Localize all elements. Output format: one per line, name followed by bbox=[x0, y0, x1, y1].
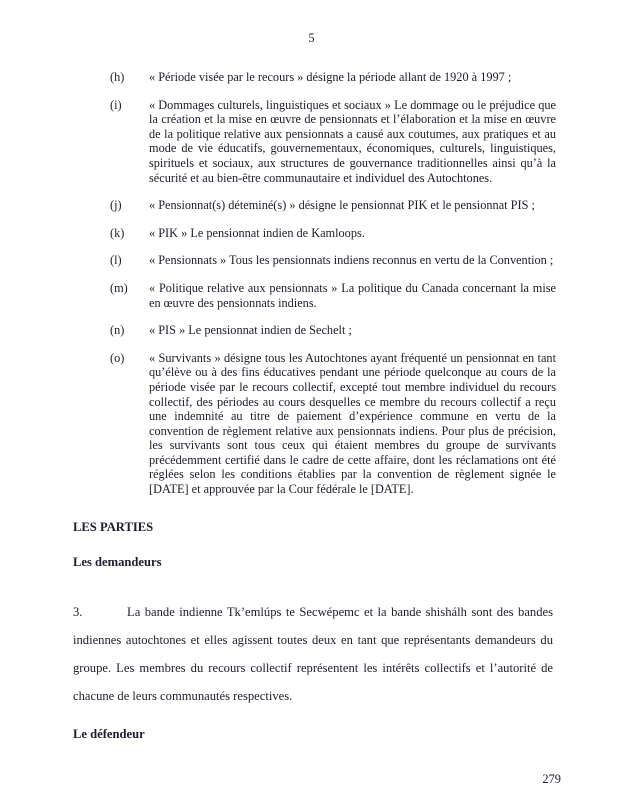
definition-marker: (h) bbox=[110, 70, 125, 84]
definition-marker: (m) bbox=[110, 280, 128, 295]
header-page-number: 5 bbox=[308, 31, 315, 45]
definition-item-m bbox=[110, 281, 556, 310]
section-heading-les-parties: LES PARTIES bbox=[73, 520, 154, 534]
definition-item-k bbox=[110, 226, 556, 241]
definition-item-l bbox=[110, 253, 556, 268]
subsection-heading-le-defendeur: Le défendeur bbox=[73, 727, 145, 741]
subsection-heading-les-demandeurs: Les demandeurs bbox=[73, 555, 162, 569]
definition-item-n bbox=[110, 323, 556, 338]
paragraph-3 bbox=[73, 598, 553, 710]
definition-text: « Dommages culturels, linguistiques et sociaux » Le dommage ou le préjudice que la création et la mise en œuvre de pensionnats et l’élaboration et la mise en œuvre de la politique relative aux pensionnats a causé aux coutumes, aux pratiques et au mode de vie éducatifs, gouvernementaux, économiques, culturels, linguistiques, spirituels et sociaux, aux structures de gouvernance traditionnelles ainsi qu’à la sécurité et au bien-être communautaire et individuel des Autochtones. bbox=[149, 97, 556, 185]
definition-marker: (o) bbox=[110, 350, 125, 365]
definition-marker: (n) bbox=[110, 323, 125, 338]
definition-item-h bbox=[110, 70, 556, 85]
paragraph-number: 3. bbox=[73, 605, 83, 619]
definition-text: « Survivants » désigne tous les Autochtones ayant fréquenté un pensionnat en tant qu’élève ou à des fins éducatives pendant une période quelconque au cours de la période visée par le recours collectif, excepté tout membre individuel du recours collectif, des périodes au cours desquelles ce membre du recours collectif a reçu une indemnité au titre de paiement d’expérience commune en vertu de la convention de règlement relative aux pensionnats indiens. Pour plus de précision, les survivants sont tous ceux qui étaient membres du groupe de survivants précédemment certifié dans le cadre de cette affaire, dont les réclamations ont été réglées selon les conditions établies par la convention de règlement signée le [DATE] et approuvée par la Cour fédérale le [DATE]. bbox=[149, 350, 556, 497]
definition-text: « Pensionnats » Tous les pensionnats indiens reconnus en vertu de la Convention ; bbox=[149, 253, 554, 268]
definitions-list bbox=[110, 70, 556, 510]
definition-item-i bbox=[110, 98, 556, 186]
definition-text: « Politique relative aux pensionnats » La politique du Canada concernant la mise en œuvre des pensionnats indiens. bbox=[149, 280, 556, 310]
definition-marker: (k) bbox=[110, 225, 125, 240]
definition-marker: (i) bbox=[110, 97, 122, 112]
definition-text: « PIK » Le pensionnat indien de Kamloops. bbox=[149, 225, 365, 240]
definition-item-o bbox=[110, 351, 556, 497]
definition-marker: (l) bbox=[110, 253, 122, 268]
definition-item-j bbox=[110, 198, 556, 213]
definition-text: « Période visée par le recours » désigne la période allant de 1920 à 1997 ; bbox=[149, 70, 512, 84]
paragraph-text: La bande indienne Tk’emlúps te Secwépemc et la bande shishálh sont des bandes indiennes autochtones et elles agissent toutes deux en tant que représentants demandeurs du groupe. Les membres du recours collectif représentent les intérêts collectifs et l’autorité de chacune de leurs communautés respectives. bbox=[73, 605, 553, 703]
footer-page-number: 279 bbox=[542, 772, 561, 786]
definition-text: « PIS » Le pensionnat indien de Sechelt ; bbox=[149, 323, 352, 338]
definition-marker: (j) bbox=[110, 198, 122, 213]
definition-text: « Pensionnat(s) déteminé(s) » désigne le pensionnat PIK et le pensionnat PIS ; bbox=[149, 198, 535, 213]
